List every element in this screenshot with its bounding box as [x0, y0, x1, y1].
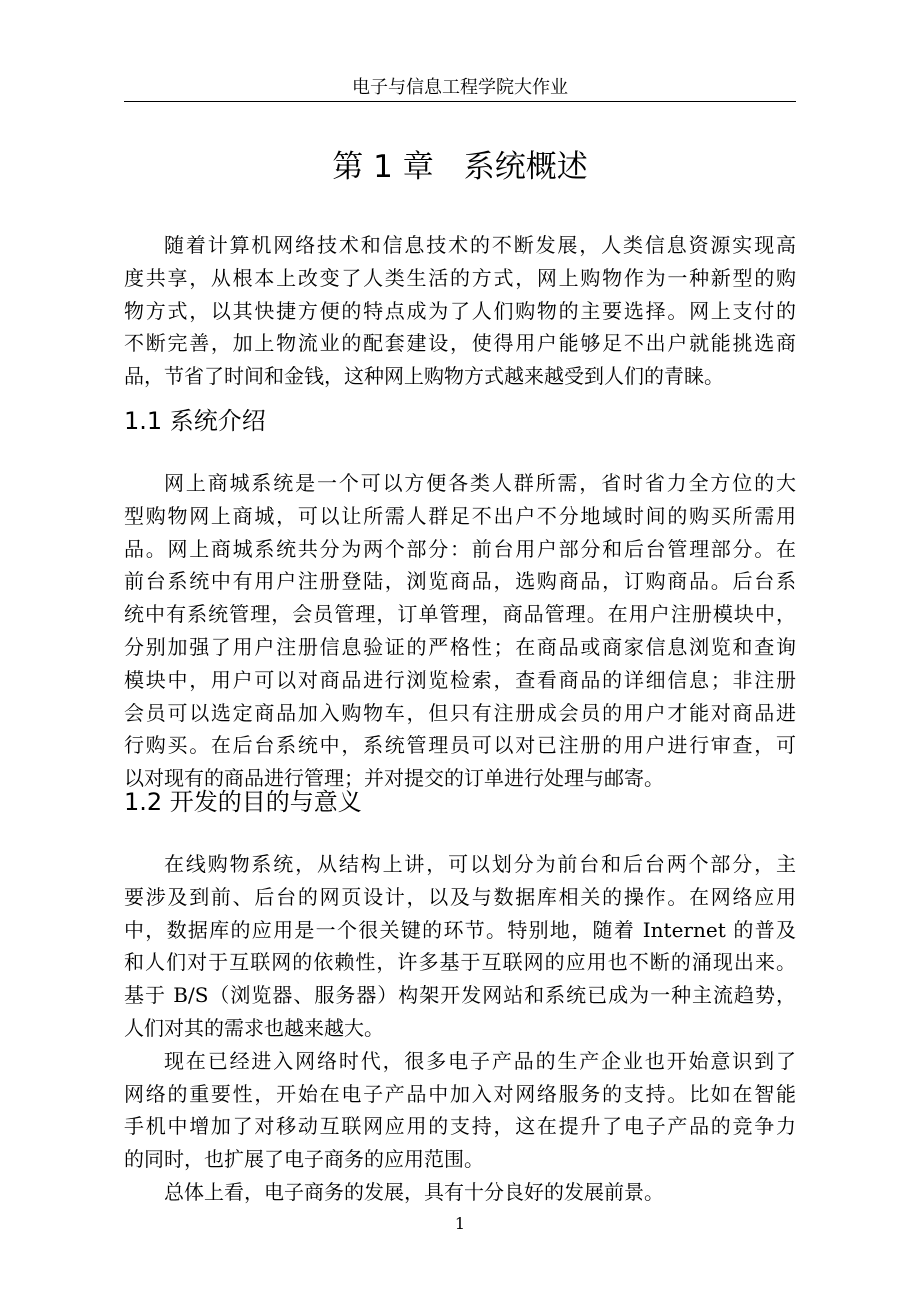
intro-paragraph [124, 229, 796, 393]
paragraph-line: 要涉及到前、后台的网页设计，以及与数据库相关的操作。在网络应用 [124, 884, 796, 909]
chapter-title [124, 146, 796, 188]
paragraph-line: 前台系统中有用户注册登陆，浏览商品，选购商品，订购商品。后台系 [124, 569, 796, 594]
paragraph-line: 现在已经进入网络时代，很多电子产品的生产企业也开始意识到了 [164, 1048, 796, 1073]
chapter-number: 第 1 章 [332, 149, 434, 185]
paragraph-line: 统中有系统管理，会员管理，订单管理，商品管理。在用户注册模块中， [124, 602, 796, 627]
header-rule [124, 101, 796, 102]
section-heading-1-1: 1.1 系统介绍 [124, 407, 266, 435]
paragraph-line: 不断完善，加上物流业的配套建设，使得用户能够足不出户就能挑选商 [124, 331, 796, 356]
section-1-2-paragraph-2 [124, 1045, 796, 1176]
section-1-2-paragraph-3 [124, 1176, 796, 1209]
paragraph-line: 网上商城系统是一个可以方便各类人群所需，省时省力全方位的大 [164, 471, 796, 495]
paragraph-line: 总体上看，电子商务的发展，具有十分良好的发展前景。 [164, 1180, 664, 1204]
paragraph-line: 中，数据库的应用是一个很关键的环节。特别地，随着 Internet 的普及 [124, 917, 796, 942]
paragraph-line: 行购买。在后台系统中，系统管理员可以对已注册的用户进行审查，可 [124, 733, 796, 758]
paragraph-line: 和人们对于互联网的依赖性，许多基于互联网的应用也不断的涌现出来。 [124, 950, 796, 975]
paragraph-line: 人们对其的需求也越来越大。 [124, 1015, 384, 1040]
paragraph-line: 网络的重要性，开始在电子产品中加入对网络服务的支持。比如在智能 [124, 1081, 796, 1106]
paragraph-line: 分别加强了用户注册信息验证的严格性；在商品或商家信息浏览和查询 [124, 634, 796, 659]
paragraph-line: 物方式，以其快捷方便的特点成为了人们购物的主要选择。网上支付的 [124, 298, 796, 323]
section-heading-1-2: 1.2 开发的目的与意义 [124, 788, 362, 816]
paragraph-line: 基于 B/S（浏览器、服务器）构架开发网站和系统已成为一种主流趋势， [124, 983, 796, 1008]
paragraph-line: 随着计算机网络技术和信息技术的不断发展，人类信息资源实现高 [164, 233, 796, 257]
paragraph-line: 度共享，从根本上改变了人类生活的方式，网上购物作为一种新型的购 [124, 265, 796, 290]
section-1-1-paragraph [124, 467, 796, 795]
paragraph-line: 在线购物系统，从结构上讲，可以划分为前台和后台两个部分，主 [164, 852, 796, 876]
running-header: 电子与信息工程学院大作业 [352, 77, 568, 98]
paragraph-line: 品。网上商城系统共分为两个部分：前台用户部分和后台管理部分。在 [124, 536, 796, 561]
section-1-2-paragraph-1 [124, 848, 796, 1045]
paragraph-line: 以对现有的商品进行管理；并对提交的订单进行处理与邮寄。 [124, 766, 664, 791]
paragraph-line: 手机中增加了对移动互联网应用的支持，这在提升了电子产品的竞争力 [124, 1114, 796, 1139]
paragraph-line: 型购物网上商城，可以让所需人群足不出户不分地域时间的购买所需用 [124, 503, 796, 528]
chapter-name: 系统概述 [463, 149, 588, 185]
paragraph-line: 模块中，用户可以对商品进行浏览检索，查看商品的详细信息；非注册 [124, 667, 796, 692]
page-number: 1 [454, 1214, 466, 1233]
paragraph-line: 品，节省了时间和金钱，这种网上购物方式越来越受到人们的青睐。 [124, 364, 724, 389]
paragraph-line: 会员可以选定商品加入购物车，但只有注册成会员的用户才能对商品进 [124, 700, 796, 725]
paragraph-line: 的同时，也扩展了电子商务的应用范围。 [124, 1147, 484, 1172]
